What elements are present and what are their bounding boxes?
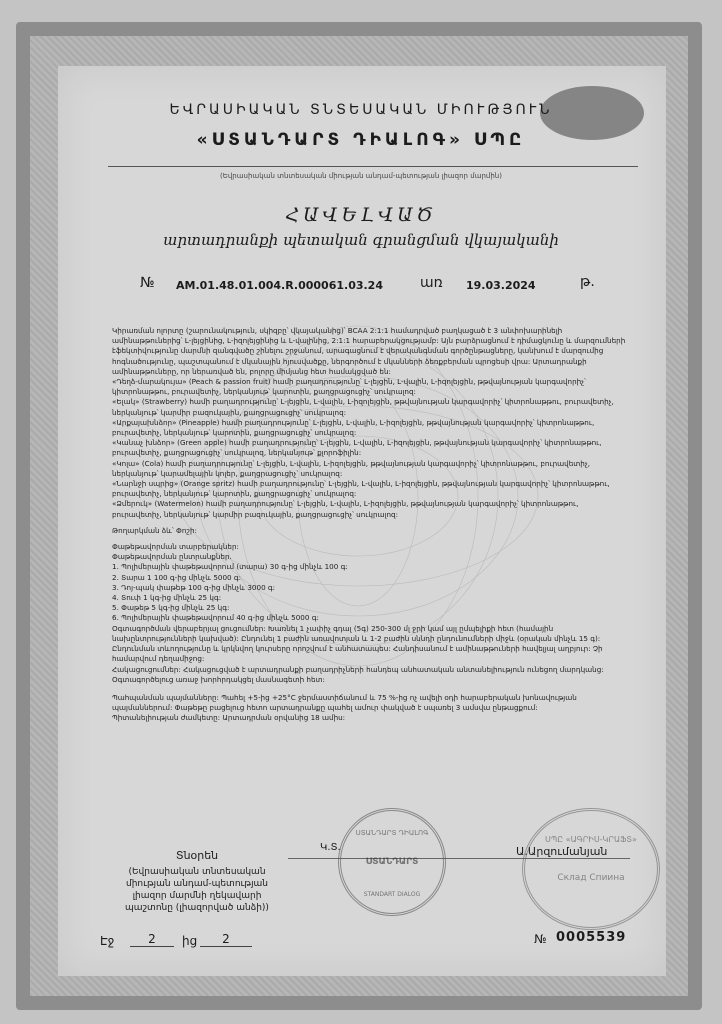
flavor-item: «Դեղձ-մարակույա» (Peach & passion fruit) համի բաղադրությունը՝ L-լեյցին, L-վալին, L-իզոլեյցին, թթվայնության կարգավորիչ՝ կիտրոնաթթու, բուրավետիչ, ներկանյութ՝ կարոտին, քաղցրացուցիչ՝ սուկրալոզ:	[112, 377, 586, 397]
flavor-item: «Արքայախնձոր» (Pineapple) համի բաղադրությունը՝ L-լեյցին, L-վալին, L-իզոլեյցին, թթվայնության կարգավորիչ՝ կիտրոնաթթու, բուրավետիչ, ներկանյութ՝ կարոտին, քաղցրացուցիչ՝ սուկրալոզ:	[112, 417, 595, 438]
flavor-item: «Կոլա» (Cola) համի բաղադրությունը՝ L-լեյցին, L-վալին, L-իզոլեյցին, թթվայնության կարգավորիչ՝ կիտրոնաթթու, բուրավետիչ, ներկանյութ՝ կարամելային կոլեր, քաղցրացուցիչ՝ սուկրալոզ:	[112, 458, 591, 478]
flavor-item: «Ելակ» (Strawberry) համի բաղադրությունը՝ L-լեյցին, L-վալին, L-իզոլեյցին, թթվայնության կարգավորիչ՝ կիտրոնաթթու, բուրավետիչ, ներկանյութ՝ կարմիր բազուկային, քաղցրացուցիչ՝ սուկրալոզ:	[112, 397, 614, 417]
release-form: Թողարկման ձև՝ Փոշի:	[112, 525, 197, 535]
issuer-organization: ԵՎՐԱՍԻԱԿԱՆ ՏՆՏԵՍԱԿԱՆ ՄԻՈՒԹՅՈՒՆ	[169, 102, 553, 118]
packaging-title: Փաթեթավորման տարբերակներ:	[112, 542, 239, 552]
packaging-item: 5. Փաթեթ 5 կգ-ից մինչև 25 կգ:	[112, 603, 230, 613]
packaging-item: 3. Դոյ-պակ փաթեթ 100 գ-ից մինչև 3000 գ:	[112, 582, 276, 592]
packaging-item: 2. Տարա 1 100 գ-ից մինչև 5000 գ:	[112, 572, 242, 582]
certificate-date: 19.03.2024	[466, 279, 536, 292]
stamp-text-bottom: STANDART DIALOG	[363, 891, 421, 898]
number-label: №	[140, 275, 155, 291]
stamp-text-center: ՍՏԱՆԴԱՐՏ	[365, 857, 419, 867]
issuer-company: «ՍՏԱՆԴԱՐՏ ԴԻԱԼՈԳ» ՍՊԸ	[196, 130, 526, 150]
shelf-life: Պիտանելիության ժամկետը: Արտադրման օրվանից 18 ամիս:	[112, 713, 346, 723]
total-pages: 2	[200, 932, 252, 947]
stamp-ring-text: ՍՊԸ «ԱԳՐԻՍ-ԿՐԱՖՏ»	[545, 835, 637, 844]
stamp-center-text: Склад Спиина	[557, 873, 625, 883]
seal-initials: Կ.Տ.	[320, 842, 341, 853]
document-body	[112, 326, 628, 724]
document-subtitle: արտադրանքի պետական գրանցման վկայականի	[163, 231, 559, 249]
usage-instructions: Օգտագործման վերաբերյալ ցուցումներ: Խառնել 1 չափիչ գդալ (5գ) 250-300 մլ ջրի կամ այլ ըմպելիքի հետ (համային նախընտրությունների կախված): Ընդունել 1 բաժին առավոտյան և 1-2 բաժին սննդի ընդունումների միջև (օրական մինչև 15 գ): Ընդունման տևողությունը և կրկնվող կուրսերը որոշվում է անհատապես: Հանդիսանում է ամինաթթուների հավելյալ աղբյուր: Չի համարվում դեղամիջոց:	[112, 623, 603, 664]
page-label: Էջ	[100, 934, 115, 948]
flavor-item: «Նարնջի սպրից» (Orange spritz) համի բաղադրությունը՝ L-լեյցին, L-վալին, L-իզոլեյցին, թթվայնության կարգավորիչ՝ կիտրոնաթթու, բուրավետիչ, ներկանյութ՝ կարոտին, քաղցրացուցիչ՝ սուկրալոզ:	[112, 479, 610, 499]
packaging-item: 6. Պոլիմերային փաթեթավորում 40 գ-ից մինչև 5000 գ:	[112, 613, 319, 623]
packaging-item: 1. Պոլիմերային փաթեթավորում (տարա) 30 գ-ից մինչև 100 գ:	[112, 562, 348, 572]
date-label: առ	[420, 275, 443, 291]
company-stamp-icon	[338, 808, 446, 916]
serial-number: 0005539	[556, 930, 627, 945]
accreditation-note: (Եվրասիական տնտեսական միության անդամ-պետության լիազոր մարմին)	[220, 172, 502, 180]
certificate-number: AM.01.48.01.004.R.000061.03.24	[176, 279, 383, 292]
document-title: ՀԱՎԵԼՎԱԾ	[285, 204, 437, 226]
contraindications: Հակացուցումներ: Հակացուցված է արտադրանքի բաղադրիչների հանդեպ անհատական անտանելիություն ունեցող մարդկանց: Օգտագործելուց առաջ խորհրդակցել մասնագետի հետ:	[112, 664, 604, 684]
page-number: 2	[130, 932, 174, 947]
date-suffix: թ.	[580, 274, 595, 290]
packaging-item: 4. Տուփ 1 կգ-ից մինչև 25 կգ:	[112, 593, 222, 603]
signatory-name: Ա.Արզումանյան	[516, 845, 608, 858]
flavor-item: «Ձմերուկ» (Watermelon) համի բաղադրությունը՝ L-լեյցին, L-վալին, L-իզոլեյցին, թթվայնության կարգավորիչ՝ կիտրոնաթթու, բուրավետիչ, ներկանյութ՝ կարմիր բազուկային, քաղցրացուցիչ՝ սուկրալոզ:	[112, 499, 579, 519]
signatory-position-description: (Եվրասիական տնտեսական միության անդամ-պետության լիազոր մարմնի ղեկավարի պաշտոնը (լիազորված անձի))	[125, 867, 269, 913]
warehouse-stamp-icon	[522, 808, 660, 930]
header-divider	[108, 166, 638, 167]
stamp-text-top: ՍՏԱՆԴԱՐՏ ԴԻԱԼՈԳ	[355, 829, 429, 837]
storage-conditions: Պահպանման պայմանները: Պահել +5-ից +25°C ջերմաստիճանում և 75 %-ից ոչ ավելի օդի հարաբերական խոնավության պայմաններում: Փաթեթը բացելուց հետո արտադրանքը պահել ամուր փակված է սպառել 3 ամսվա ընթացքում:	[112, 692, 577, 713]
flavor-item: «Կանաչ խնձոր» (Green apple) համի բաղադրությունը՝ L-լեյցին, L-վալին, L-իզոլեյցին, թթվայնության կարգավորիչ՝ կիտրոնաթթու, բուրավետիչ, քաղցրացուցիչ՝ սուկրալոզ, ներկանյութ՝ քլորոֆիլին:	[112, 438, 602, 458]
packaging-subtitle: Փաթեթավորման ընտրանքներ.	[112, 552, 232, 562]
signatory-title: Տնօրեն	[175, 849, 219, 862]
scope-intro: Կիրառման ոլորտը (շարունակություն, սկիզբը՝ վկայականից)՝ BCAA 2:1:1 համադրված բաղկացած է 3 անփոխարինելի ամինաթթուներից՝ L-լեյցինից, L-իզոլեյցինից և L-վալինից, 2:1:1 հարաբերակցությամբ: Այն բարձրացնում է դիմացկունը և մարզումների էֆեկտիվությունը մարմնի զանգվածը շինելու շրջանում, արագացնում է վերականգնման գործընթացները, կանխում է մարզումից հոգնածությունը, պաշտպանում է մկանային հյուսվածքը, ներգործում է մկանների ձեռքբերման պրոցեսի վրա: Արտադրանքի ամինաթթուները, որ ներառված են, բոլորը միմյանց հետ համակցված են:	[112, 326, 626, 376]
serial-label: №	[534, 932, 547, 946]
of-label: ից	[182, 934, 198, 948]
